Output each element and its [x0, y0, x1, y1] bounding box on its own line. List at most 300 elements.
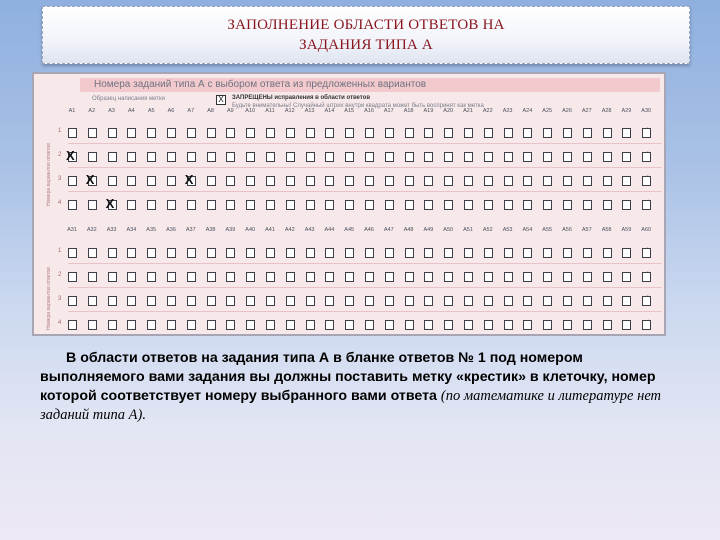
- answer-cell: [622, 128, 631, 138]
- answer-cell: [88, 296, 97, 306]
- answer-cell: [207, 320, 216, 330]
- answer-cell: [464, 200, 473, 210]
- answer-cell: [543, 320, 552, 330]
- row-divider: [68, 143, 662, 144]
- answer-cell: [504, 128, 513, 138]
- column-number: A21: [463, 108, 473, 114]
- column-number: A20: [443, 108, 454, 114]
- title-line-1: ЗАПОЛНЕНИЕ ОБЛАСТИ ОТВЕТОВ НА: [227, 17, 505, 33]
- answer-cell: [642, 128, 651, 138]
- column-number: A57: [581, 227, 592, 233]
- answer-cell: [622, 272, 631, 282]
- answer-cell: [603, 320, 612, 330]
- answer-cell: [167, 176, 176, 186]
- answer-cell: [325, 248, 334, 258]
- answer-cell: [325, 272, 334, 282]
- answer-cell: [464, 272, 473, 282]
- answer-cell: [484, 296, 493, 306]
- answer-cell: [365, 200, 374, 210]
- description-note: (по математике и литературе нет заданий типа А).: [40, 388, 662, 423]
- answer-cell: [167, 128, 176, 138]
- answer-cell: [385, 176, 394, 186]
- answer-cell: [207, 128, 216, 138]
- answer-cell: [543, 272, 552, 282]
- answer-cell: [167, 200, 176, 210]
- answer-cell: [266, 200, 275, 210]
- answer-cell: [286, 248, 295, 258]
- answer-cell: [405, 320, 414, 330]
- answer-cell: [405, 296, 414, 306]
- column-number: A32: [86, 227, 97, 233]
- answer-cell: [266, 296, 275, 306]
- column-number: A18: [403, 108, 414, 114]
- answer-cell: [108, 152, 117, 162]
- answer-cell: [147, 176, 156, 186]
- row-number: 3: [58, 296, 62, 302]
- answer-cell: [68, 176, 77, 186]
- answer-cell: [246, 176, 255, 186]
- answer-cell: [108, 248, 117, 258]
- answer-form-image: [32, 72, 666, 336]
- answer-cell: [484, 128, 493, 138]
- row-number: 2: [58, 152, 62, 158]
- answer-cell: [127, 272, 136, 282]
- answer-cell: [187, 296, 196, 306]
- answer-cell: [345, 152, 354, 162]
- column-number: A58: [601, 227, 612, 233]
- answer-cell: [68, 296, 77, 306]
- answer-cell: [523, 320, 532, 330]
- answer-cell: [187, 248, 196, 258]
- column-number: A52: [482, 227, 493, 233]
- cross-mark: X: [66, 148, 75, 163]
- answer-cell: [583, 248, 592, 258]
- answer-cell: [226, 128, 235, 138]
- answer-cell: [622, 248, 631, 258]
- answer-cell: [444, 320, 453, 330]
- answer-cell: [147, 200, 156, 210]
- answer-cell: [187, 152, 196, 162]
- answer-cell: [167, 272, 176, 282]
- column-number: A1: [68, 108, 76, 114]
- answer-cell: [286, 152, 295, 162]
- row-divider: [68, 311, 662, 312]
- answer-cell: [306, 128, 315, 138]
- form-header: Номера заданий типа А с выбором ответа из предложенных вариантов: [80, 78, 660, 92]
- answer-cell: [603, 296, 612, 306]
- column-number: A22: [482, 108, 493, 114]
- row-number: 4: [58, 200, 62, 206]
- answer-cell: [385, 128, 394, 138]
- answer-cell: [88, 200, 97, 210]
- column-number: A60: [641, 227, 652, 233]
- answer-cell: [484, 320, 493, 330]
- answer-cell: [306, 272, 315, 282]
- answer-cell: [226, 176, 235, 186]
- answer-cell: [325, 176, 334, 186]
- column-number: A29: [621, 108, 632, 114]
- answer-cell: [266, 176, 275, 186]
- column-number: A10: [245, 108, 256, 114]
- answer-cell: [207, 176, 216, 186]
- forbidden-label: ЗАПРЕЩЕНЫ исправления в области ответов: [232, 95, 371, 101]
- cross-mark: X: [85, 172, 95, 187]
- answer-cell: [583, 296, 592, 306]
- column-number: A27: [581, 108, 592, 114]
- answer-cell: [543, 200, 552, 210]
- answer-cell: [563, 176, 572, 186]
- answer-cell: [365, 320, 374, 330]
- answer-cell: [464, 248, 473, 258]
- column-number: A36: [166, 227, 176, 233]
- answer-cell: [266, 152, 275, 162]
- answer-cell: [266, 320, 275, 330]
- answer-cell: [622, 152, 631, 162]
- answer-cell: [603, 128, 612, 138]
- answer-cell: [523, 176, 532, 186]
- row-divider: [68, 263, 662, 264]
- column-number: A50: [443, 227, 454, 233]
- answer-cell: [385, 296, 394, 306]
- answer-cell: [325, 152, 334, 162]
- column-number: A40: [245, 227, 256, 233]
- column-number: A15: [344, 108, 355, 114]
- column-number: A4: [128, 108, 135, 114]
- side-label-top: Номера вариантов ответов: [46, 143, 52, 206]
- column-number: A28: [601, 108, 612, 114]
- answer-cell: [68, 272, 77, 282]
- answer-cell: [464, 152, 473, 162]
- answer-cell: [187, 272, 196, 282]
- answer-cell: [226, 320, 235, 330]
- answer-cell: [365, 248, 374, 258]
- column-number: A12: [284, 108, 295, 114]
- answer-cell: [563, 320, 572, 330]
- description-main: В области ответов на задания типа А в бланке ответов № 1 под номером выполняемого вами задания вы должны поставить метку «крестик» в клеточку, номер которой соответствует номеру выбранного вами ответа: [40, 350, 656, 404]
- answer-cell: [563, 128, 572, 138]
- answer-cell: [385, 272, 394, 282]
- column-number: A6: [167, 108, 175, 114]
- answer-cell: [543, 152, 552, 162]
- answer-cell: [504, 248, 513, 258]
- column-number: A2: [88, 108, 96, 114]
- answer-cell: [167, 296, 176, 306]
- answer-cell: [385, 152, 394, 162]
- column-number: A48: [403, 227, 414, 233]
- answer-cell: [68, 200, 77, 210]
- answer-cell: [266, 248, 275, 258]
- answer-cell: [543, 296, 552, 306]
- answer-cell: [167, 248, 176, 258]
- answer-cell: [365, 152, 374, 162]
- answer-cell: [68, 320, 77, 330]
- column-number: A16: [364, 108, 374, 114]
- answer-cell: [306, 296, 315, 306]
- answer-cell: [484, 176, 493, 186]
- column-number: A59: [621, 227, 632, 233]
- answer-cell: [226, 152, 235, 162]
- column-number: A9: [227, 108, 234, 114]
- answer-cell: [108, 296, 117, 306]
- answer-cell: [127, 296, 136, 306]
- answer-cell: [504, 200, 513, 210]
- answer-cell: [385, 248, 394, 258]
- answer-cell: [563, 272, 572, 282]
- column-number: A17: [383, 108, 394, 114]
- answer-cell: [306, 152, 315, 162]
- row-divider: [68, 191, 662, 192]
- answer-cell: [127, 128, 136, 138]
- column-number: A26: [562, 108, 572, 114]
- column-number: A34: [126, 227, 137, 233]
- column-number: A30: [641, 108, 652, 114]
- answer-cell: [484, 272, 493, 282]
- answer-cell: [622, 176, 631, 186]
- answer-cell: [424, 272, 433, 282]
- answer-cell: [226, 248, 235, 258]
- answer-cell: [246, 296, 255, 306]
- answer-cell: [642, 176, 651, 186]
- answer-cell: [246, 248, 255, 258]
- answer-cell: [504, 320, 513, 330]
- answer-cell: [207, 296, 216, 306]
- answer-cell: [286, 296, 295, 306]
- answer-cell: [365, 176, 374, 186]
- answer-cell: [345, 200, 354, 210]
- column-number: A42: [284, 227, 295, 233]
- answer-cell: [523, 200, 532, 210]
- answer-cell: [365, 128, 374, 138]
- answer-cell: [424, 152, 433, 162]
- answer-cell: [603, 272, 612, 282]
- answer-cell: [108, 320, 117, 330]
- answer-cell: [504, 272, 513, 282]
- column-number: A3: [108, 108, 115, 114]
- column-number: A55: [542, 227, 553, 233]
- column-number: A31: [67, 227, 77, 233]
- answer-cell: [523, 296, 532, 306]
- column-number: A45: [344, 227, 355, 233]
- answer-cell: [365, 272, 374, 282]
- answer-cell: [325, 296, 334, 306]
- answer-cell: [306, 248, 315, 258]
- answer-cell: [543, 176, 552, 186]
- answer-cell: [424, 320, 433, 330]
- answer-cell: [464, 296, 473, 306]
- answer-cell: [642, 320, 651, 330]
- column-number: A19: [423, 108, 434, 114]
- answer-cell: [444, 200, 453, 210]
- answer-cell: [504, 296, 513, 306]
- answer-cell: [127, 320, 136, 330]
- answer-cell: [642, 272, 651, 282]
- answer-cell: [622, 296, 631, 306]
- column-number: A41: [265, 227, 275, 233]
- answer-cell: [187, 200, 196, 210]
- answer-cell: [642, 152, 651, 162]
- answer-cell: [187, 128, 196, 138]
- answer-cell: [127, 248, 136, 258]
- answer-cell: [385, 320, 394, 330]
- answer-cell: [147, 320, 156, 330]
- answer-cell: [345, 128, 354, 138]
- column-number: A51: [463, 227, 473, 233]
- answer-cell: [167, 320, 176, 330]
- answer-cell: [306, 176, 315, 186]
- answer-cell: [424, 296, 433, 306]
- answer-cell: [523, 152, 532, 162]
- answer-cell: [405, 248, 414, 258]
- answer-cell: [504, 152, 513, 162]
- column-number: A47: [383, 227, 394, 233]
- answer-cell: [424, 248, 433, 258]
- answer-cell: [226, 296, 235, 306]
- answer-cell: [504, 176, 513, 186]
- answer-cell: [603, 176, 612, 186]
- column-number: A43: [304, 227, 315, 233]
- answer-cell: [444, 152, 453, 162]
- answer-cell: [325, 128, 334, 138]
- answer-cell: [444, 296, 453, 306]
- row-divider: [68, 167, 662, 168]
- column-number: A39: [225, 227, 236, 233]
- answer-cell: [543, 248, 552, 258]
- title-line-2: ЗАДАНИЯ ТИПА А: [299, 37, 433, 53]
- column-number: A49: [423, 227, 434, 233]
- answer-cell: [464, 176, 473, 186]
- answer-cell: [603, 152, 612, 162]
- answer-cell: [583, 152, 592, 162]
- answer-cell: [345, 176, 354, 186]
- row-number: 3: [58, 176, 62, 182]
- answer-cell: [365, 296, 374, 306]
- answer-cell: [127, 200, 136, 210]
- answer-cell: [563, 296, 572, 306]
- answer-cell: [147, 272, 156, 282]
- answer-cell: [583, 200, 592, 210]
- answer-cell: [207, 272, 216, 282]
- answer-cell: [543, 128, 552, 138]
- answer-cell: [345, 248, 354, 258]
- answer-cell: [405, 272, 414, 282]
- row-number: 4: [58, 320, 62, 326]
- answer-cell: [88, 320, 97, 330]
- answer-cell: [266, 272, 275, 282]
- answer-cell: [523, 248, 532, 258]
- answer-cell: [246, 152, 255, 162]
- row-number: 2: [58, 272, 62, 278]
- answer-cell: [484, 152, 493, 162]
- forbidden-note: Будьте внимательны! Случайный штрих внутри квадрата может быть воспринят как метка: [232, 103, 484, 109]
- answer-cell: [603, 248, 612, 258]
- column-number: A44: [324, 227, 335, 233]
- sample-mark-box: X: [216, 95, 226, 105]
- answer-cell: [622, 200, 631, 210]
- answer-cell: [603, 200, 612, 210]
- answer-cell: [622, 320, 631, 330]
- description: [40, 349, 680, 425]
- answer-cell: [385, 200, 394, 210]
- answer-cell: [88, 248, 97, 258]
- answer-cell: [405, 128, 414, 138]
- answer-cell: [226, 272, 235, 282]
- answer-cell: [187, 320, 196, 330]
- cross-mark: X: [105, 196, 115, 211]
- answer-cell: [286, 200, 295, 210]
- row-number: 1: [58, 248, 62, 254]
- column-number: A14: [324, 108, 335, 114]
- row-number: 1: [58, 128, 62, 134]
- sample-label: Образец написания метки: [92, 96, 165, 102]
- answer-cell: [88, 272, 97, 282]
- answer-cell: [484, 200, 493, 210]
- answer-cell: [642, 200, 651, 210]
- answer-cell: [563, 152, 572, 162]
- answer-cell: [484, 248, 493, 258]
- answer-cell: [286, 272, 295, 282]
- answer-cell: [127, 152, 136, 162]
- answer-cell: [147, 128, 156, 138]
- answer-cell: [246, 320, 255, 330]
- answer-cell: [523, 272, 532, 282]
- answer-cell: [108, 176, 117, 186]
- answer-cell: [306, 200, 315, 210]
- answer-cell: [444, 272, 453, 282]
- answer-cell: [345, 296, 354, 306]
- answer-cell: [88, 152, 97, 162]
- cross-mark: X: [184, 172, 194, 187]
- answer-cell: [642, 296, 651, 306]
- answer-cell: [464, 128, 473, 138]
- answer-cell: [444, 176, 453, 186]
- column-number: A23: [502, 108, 513, 114]
- answer-cell: [147, 152, 156, 162]
- answer-cell: [266, 128, 275, 138]
- answer-cell: [444, 128, 453, 138]
- answer-cell: [246, 272, 255, 282]
- answer-cell: [286, 320, 295, 330]
- answer-cell: [523, 128, 532, 138]
- answer-cell: [207, 248, 216, 258]
- answer-cell: [464, 320, 473, 330]
- answer-cell: [642, 248, 651, 258]
- answer-cell: [583, 272, 592, 282]
- answer-cell: [325, 320, 334, 330]
- column-number: A8: [207, 108, 214, 114]
- column-number: A53: [502, 227, 513, 233]
- answer-cell: [444, 248, 453, 258]
- answer-cell: [88, 128, 97, 138]
- answer-cell: [147, 248, 156, 258]
- side-label-bottom: Номера вариантов ответов: [46, 267, 52, 330]
- answer-cell: [405, 200, 414, 210]
- column-number: A5: [147, 108, 155, 114]
- answer-cell: [286, 176, 295, 186]
- answer-cell: [306, 320, 315, 330]
- answer-cell: [563, 248, 572, 258]
- column-number: A24: [522, 108, 533, 114]
- row-divider: [68, 287, 662, 288]
- column-number: A54: [522, 227, 533, 233]
- title-banner: [42, 6, 690, 64]
- answer-cell: [405, 176, 414, 186]
- answer-cell: [246, 128, 255, 138]
- column-number: A46: [364, 227, 374, 233]
- answer-cell: [127, 176, 136, 186]
- answer-cell: [345, 272, 354, 282]
- answer-cell: [563, 200, 572, 210]
- answer-cell: [108, 272, 117, 282]
